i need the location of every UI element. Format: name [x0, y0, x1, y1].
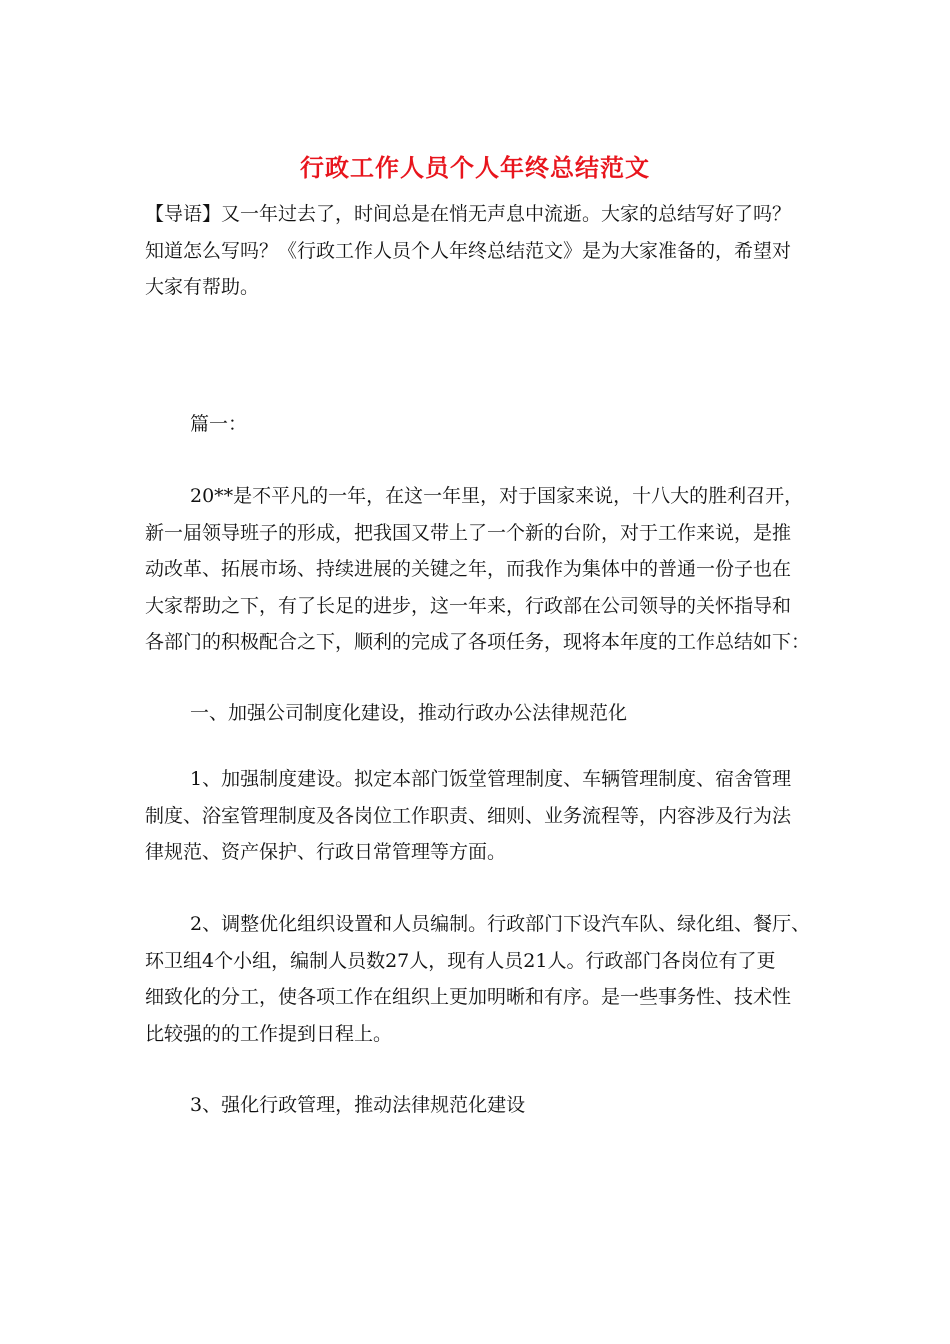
item-paragraph-3 [145, 1087, 817, 1124]
paragraph-line: 各部门的积极配合之下，顺利的完成了各项任务，现将本年度的工作总结如下： [145, 631, 811, 653]
section-heading-part-one [145, 406, 817, 443]
lead-line: 大家有帮助。 [145, 276, 260, 298]
section-heading-one [145, 695, 817, 732]
paragraph-line: 1、加强制度建设。拟定本部门饭堂管理制度、车辆管理制度、宿舍管理 [190, 768, 792, 790]
paragraph-line: 3、强化行政管理，推动法律规范化建设 [190, 1094, 526, 1116]
lead-paragraph [145, 196, 817, 306]
paragraph-line: 2、调整优化组织设置和人员编制。行政部门下设汽车队、绿化组、餐厅、 [190, 913, 811, 935]
paragraph-line: 环卫组4个小组，编制人员数27人，现有人员21人。行政部门各岗位有了更 [145, 949, 776, 972]
lead-line: 知道怎么写吗？《行政工作人员个人年终总结范文》是为大家准备的，希望对 [145, 239, 792, 262]
document-title: 行政工作人员个人年终总结范文 [300, 153, 650, 182]
paragraph-line: 比较强的的工作提到日程上。 [145, 1022, 393, 1045]
paragraph-line: 新一届领导班子的形成，把我国又带上了一个新的台阶，对于工作来说，是推 [145, 521, 792, 544]
lead-line: 【导语】又一年过去了，时间总是在悄无声息中流逝。大家的总结写好了吗？ [145, 203, 792, 225]
item-paragraph-2 [145, 906, 817, 1052]
item-paragraph-1 [145, 761, 817, 871]
paragraph-line: 制度、浴室管理制度及各岗位工作职责、细则、业务流程等，内容涉及行为法 [145, 804, 792, 827]
paragraph-line: 动改革、拓展市场、持续进展的关键之年，而我作为集体中的普通一份子也在 [145, 558, 792, 580]
intro-paragraph [145, 478, 817, 661]
paragraph-line: 大家帮助之下，有了长足的进步，这一年来，行政部在公司领导的关怀指导和 [145, 594, 792, 617]
paragraph-line: 一、加强公司制度化建设，推动行政办公法律规范化 [190, 702, 628, 724]
paragraph-line: 律规范、资产保护、行政日常管理等方面。 [145, 841, 507, 863]
paragraph-line: 细致化的分工，使各项工作在组织上更加明晰和有序。是一些事务性、技术性 [145, 986, 792, 1008]
paragraph-line: 20**是不平凡的一年，在这一年里，对于国家来说，十八大的胜利召开， [190, 485, 804, 507]
paragraph-line: 篇一： [190, 413, 248, 435]
